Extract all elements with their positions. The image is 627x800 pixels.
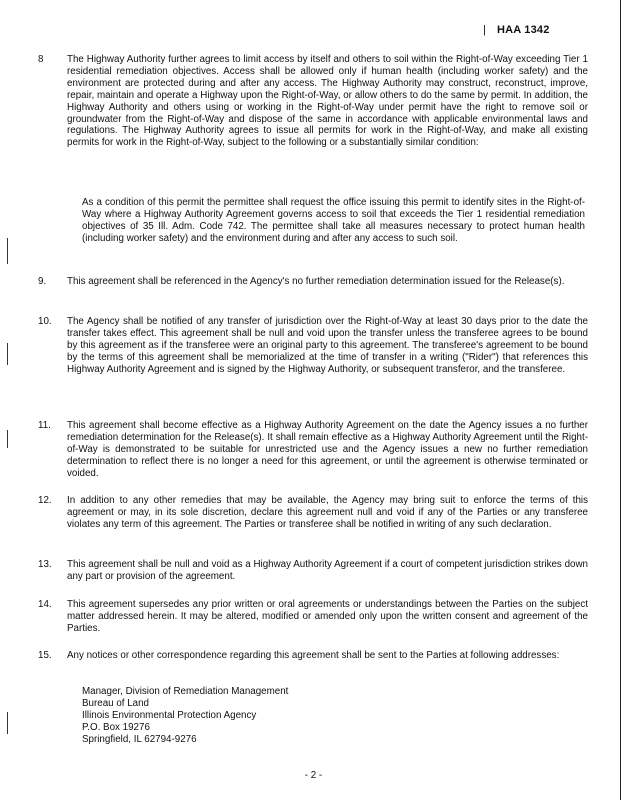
paragraph-15 <box>38 650 588 662</box>
paragraph-number: 9. <box>38 276 47 287</box>
paragraph-text: This agreement shall be referenced in the Agency's no further remediation determination issued for the Release(s). <box>67 276 565 287</box>
address-line: Illinois Environmental Protection Agency <box>82 710 257 722</box>
scan-right-border <box>620 0 621 800</box>
paragraph-11 <box>38 420 588 480</box>
paragraph-text: Any notices or other correspondence regarding this agreement shall be sent to the Parties at following addresses: <box>67 650 560 661</box>
paragraph-text: The Highway Authority further agrees to limit access by itself and others to soil within the Right-of-Way exceeding Tier 1 residential remediation objectives. Access shall be allowed only if human health (including worker safety) and the environment are protected during and after any access. The Highway Authority may construct, reconstruct, improve, repair, maintain and operate a Highway upon the Right-of-Way, or allow others to do the same by permit. In addition, the Highway Authority and others using or working in the Right-of-Way under permit have the right to remove soil or groundwater from the Right-of-Way and dispose of the same in accordance with applicable environmental laws and regulations. The Highway Authority agrees to issue all permits for work in the Right-of-Way, and make all existing permits for work in the Right-of-Way, subject to the following or a substantially similar condition: <box>67 54 588 149</box>
paragraph-10 <box>38 316 588 376</box>
paragraph-number: 10. <box>38 316 52 327</box>
paragraph-text: This agreement supersedes any prior written or oral agreements or understandings between the Parties on the subject matter addressed herein. It may be altered, modified or amended only upon the written consent and agreement of the Parties. <box>67 599 588 634</box>
paragraph-number: 13. <box>38 559 52 570</box>
paragraph-text: The Agency shall be notified of any transfer of jurisdiction over the Right-of-Way at least 30 days prior to the date the transfer takes effect. This agreement shall be null and void upon the transfer unless the transferee agrees to be bound by this agreement as if the transferee were an original party to this agreement. The transferee's agreement to be bound by the terms of this agreement shall be memorialized at the time of transfer in a writing ("Rider") that references this Highway Authority Agreement and is signed by the Highway Authority, or subsequent transferor, and the transferee. <box>67 316 588 375</box>
scan-edge-mark <box>7 238 8 264</box>
paragraph-number: 14. <box>38 599 52 610</box>
address-line: Bureau of Land <box>82 698 149 710</box>
paragraph-number: 12. <box>38 495 52 506</box>
scan-edge-mark <box>7 343 8 365</box>
paragraph-8 <box>38 54 588 149</box>
mailing-address <box>82 686 288 746</box>
paragraph-number: 8 <box>38 54 44 65</box>
document-id: HAA 1342 <box>497 24 550 36</box>
scan-edge-mark <box>7 712 8 734</box>
permit-condition-quote: As a condition of this permit the permittee shall request the office issuing this permit to identify sites in the Right-of-Way where a Highway Authority Agreement governs access to soil that exceeds the Tier 1 residential remediation objectives of 35 Ill. Adm. Code 742. The permittee shall take all measures necessary to protect human health (including worker safety) and the environment during and after any access to such soil. <box>82 197 585 244</box>
margin-tick-mark: | <box>483 24 486 36</box>
scan-edge-mark <box>7 430 8 448</box>
paragraph-13 <box>38 559 588 583</box>
address-line: Springfield, IL 62794-9276 <box>82 734 197 746</box>
paragraph-number: 11. <box>38 420 51 431</box>
page-number: - 2 - <box>304 770 323 781</box>
address-line: Manager, Division of Remediation Management <box>82 686 289 697</box>
paragraph-text: This agreement shall be null and void as a Highway Authority Agreement if a court of competent jurisdiction strikes down any part or provision of the agreement. <box>67 559 588 582</box>
paragraph-text: This agreement shall become effective as a Highway Authority Agreement on the date the Agency issues a no further remediation determination for the Release(s). It shall remain effective as a Highway Authority Agreement until the Right-of-Way is demonstrated to be suitable for unrestricted use and the Agency issues a new no further remediation determination to reflect there is no longer a need for this agreement, or until the agreement is otherwise terminated or voided. <box>67 420 588 479</box>
paragraph-text: In addition to any other remedies that may be available, the Agency may bring suit to enforce the terms of this agreement or may, in its sole discretion, declare this agreement null and void if any of the Parties or any transferee violates any term of this agreement. The Parties or transferee shall be notified in writing of any such declaration. <box>67 495 588 530</box>
address-line: P.O. Box 19276 <box>82 722 150 734</box>
paragraph-number: 15. <box>38 650 52 661</box>
paragraph-12 <box>38 495 588 531</box>
paragraph-14 <box>38 599 588 635</box>
paragraph-9 <box>38 276 588 288</box>
